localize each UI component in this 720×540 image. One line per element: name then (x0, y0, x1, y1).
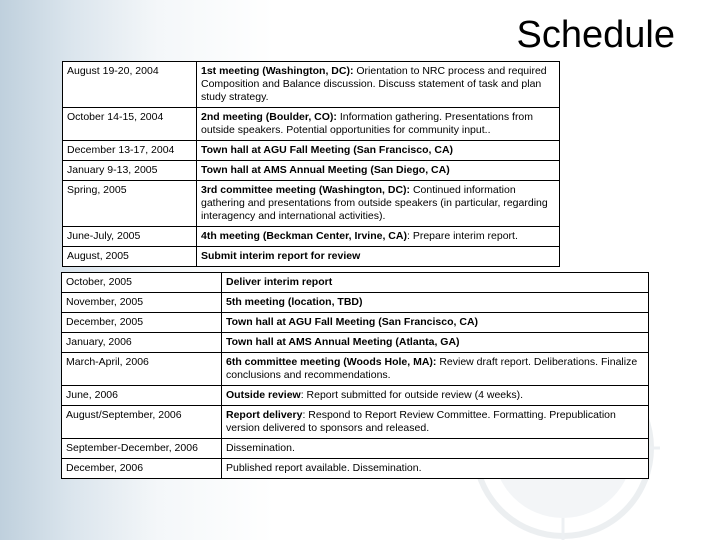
schedule-row (63, 161, 560, 181)
schedule-date: August 19-20, 2004 (63, 62, 197, 108)
event-heading: 5th meeting (location, TBD) (226, 296, 363, 308)
schedule-event (222, 406, 649, 439)
schedule-row (62, 386, 649, 406)
event-heading: Submit interim report for review (201, 250, 361, 262)
schedule-event (222, 459, 649, 479)
event-description: Orientation to NRC process and required Composition and Balance discussion. Discuss statement of task and plan study strategy. (201, 65, 547, 103)
schedule-date: January, 2006 (62, 333, 222, 353)
schedule-event (197, 161, 560, 181)
schedule-table-2004-2005 (62, 61, 560, 267)
event-description: Continued information gathering and presentations from outside speakers (in particular, regarding interagency and international activities). (201, 184, 548, 222)
schedule-date: September-December, 2006 (62, 439, 222, 459)
schedule-row (62, 273, 649, 293)
schedule-table-2005-2006 (61, 272, 649, 479)
schedule-event (222, 439, 649, 459)
schedule-event (222, 333, 649, 353)
schedule-row (62, 406, 649, 439)
event-description: Published report available. Dissemination. (226, 462, 422, 474)
schedule-event (222, 386, 649, 406)
schedule-event (222, 313, 649, 333)
event-description: Review draft report. Deliberations. Finalize conclusions and recommendations. (226, 356, 638, 381)
schedule-event (222, 273, 649, 293)
schedule-event (197, 181, 560, 227)
event-heading: 6th committee meeting (Woods Hole, MA): (226, 356, 437, 368)
schedule-row (62, 353, 649, 386)
schedule-row (62, 333, 649, 353)
schedule-date: January 9-13, 2005 (63, 161, 197, 181)
schedule-date: November, 2005 (62, 293, 222, 313)
schedule-event (197, 247, 560, 267)
schedule-row (62, 439, 649, 459)
schedule-event (197, 141, 560, 161)
schedule-row (63, 181, 560, 227)
schedule-row (62, 293, 649, 313)
event-description: : Prepare interim report. (406, 230, 518, 242)
event-heading: 4th meeting (Beckman Center, Irvine, CA) (201, 230, 407, 242)
event-description: : Respond to Report Review Committee. Formatting. Prepublication version delivered to sponsors and released. (226, 409, 616, 434)
schedule-date: March-April, 2006 (62, 353, 222, 386)
schedule-event (197, 227, 560, 247)
schedule-row (62, 459, 649, 479)
schedule-date: June, 2006 (62, 386, 222, 406)
event-heading: Deliver interim report (226, 276, 333, 288)
schedule-row (63, 141, 560, 161)
schedule-row (62, 313, 649, 333)
event-heading: Town hall at AGU Fall Meeting (San Francisco, CA) (201, 144, 454, 156)
slide-title: Schedule (516, 14, 675, 56)
event-heading: Town hall at AGU Fall Meeting (San Francisco, CA) (226, 316, 479, 328)
event-heading: Town hall at AMS Annual Meeting (San Diego, CA) (201, 164, 450, 176)
schedule-row (63, 247, 560, 267)
event-heading: 1st meeting (Washington, DC): (201, 65, 354, 77)
schedule-row (63, 227, 560, 247)
event-description: : Report submitted for outside review (4 weeks). (300, 389, 524, 401)
schedule-date: December, 2005 (62, 313, 222, 333)
schedule-date: June-July, 2005 (63, 227, 197, 247)
schedule-date: October, 2005 (62, 273, 222, 293)
event-heading: 2nd meeting (Boulder, CO): (201, 111, 337, 123)
schedule-date: Spring, 2005 (63, 181, 197, 227)
schedule-row (63, 62, 560, 108)
schedule-date: December 13-17, 2004 (63, 141, 197, 161)
event-heading: Report delivery (226, 409, 303, 421)
schedule-event (197, 62, 560, 108)
schedule-event (197, 108, 560, 141)
schedule-event (222, 293, 649, 313)
schedule-date: December, 2006 (62, 459, 222, 479)
event-description: Information gathering. Presentations from outside speakers. Potential opportunities for community input.. (201, 111, 534, 136)
event-heading: Outside review (226, 389, 301, 401)
event-description: Dissemination. (226, 442, 295, 454)
schedule-event (222, 353, 649, 386)
schedule-date: October 14-15, 2004 (63, 108, 197, 141)
event-heading: Town hall at AMS Annual Meeting (Atlanta, GA) (226, 336, 460, 348)
schedule-row (63, 108, 560, 141)
schedule-date: August/September, 2006 (62, 406, 222, 439)
schedule-date: August, 2005 (63, 247, 197, 267)
event-heading: 3rd committee meeting (Washington, DC): (201, 184, 411, 196)
